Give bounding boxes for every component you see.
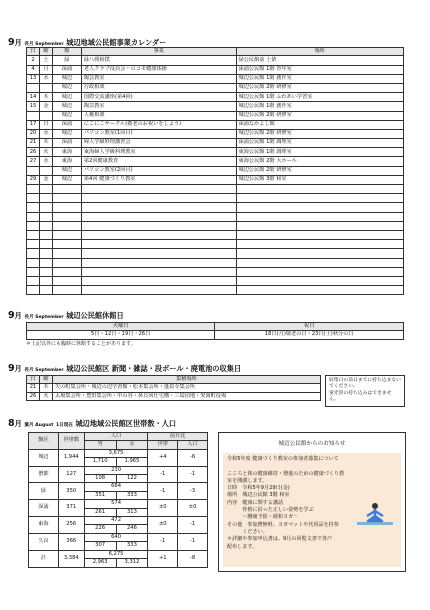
yoga-illustration xyxy=(355,499,395,527)
area-diff-households: -1 xyxy=(148,466,178,483)
event-hall xyxy=(52,212,81,221)
area-diff-households: ±0 xyxy=(148,517,178,534)
event-day xyxy=(27,83,40,92)
area-diff-households: +4 xyxy=(148,449,178,466)
event-weekday: 木 xyxy=(39,139,52,148)
notice-line: 骨格に沿った正しい姿勢を学ぶ xyxy=(227,507,314,514)
notice-line: 令和5年度 健康づくり教室の参加者募集について xyxy=(227,456,339,462)
area-population-female: 122 xyxy=(116,475,148,483)
event-hall xyxy=(52,185,81,194)
event-day: 29 xyxy=(27,175,40,184)
calendar-table xyxy=(26,47,404,295)
event-day xyxy=(27,221,40,230)
calendar-row xyxy=(27,120,404,129)
event-place xyxy=(236,286,403,295)
households-row xyxy=(29,449,208,457)
area-population-male: 351 xyxy=(84,491,116,499)
garbage-place: 矢の町集会所・城辺の辺学習館・松本集会所・蓬泉寺集会所 xyxy=(52,384,320,392)
calendar-row xyxy=(27,221,404,230)
event-weekday xyxy=(39,111,52,120)
event-name xyxy=(81,194,236,203)
event-day xyxy=(27,249,40,258)
notice-line xyxy=(227,463,397,470)
col-header-event: 事業 xyxy=(81,48,236,56)
event-hall: 深浦 xyxy=(52,65,81,74)
event-hall xyxy=(52,240,81,249)
event-weekday xyxy=(39,249,52,258)
calendar-row xyxy=(27,139,404,148)
area-households: 350 xyxy=(58,483,84,500)
garbage-header-day: 日 xyxy=(27,376,40,384)
notice-line: 内容 健康に関する講話 xyxy=(227,499,284,506)
calendar-row xyxy=(27,157,404,166)
event-day xyxy=(27,111,40,120)
garbage-row xyxy=(27,384,321,392)
calendar-row xyxy=(27,185,404,194)
hh-header-diff-population: 人口 xyxy=(178,441,208,449)
area-name: 城辺 xyxy=(29,449,59,466)
event-place: 緑公民館前 土俵 xyxy=(236,56,403,65)
closed-header-holiday: 祝日 xyxy=(215,323,404,331)
area-diff-households: -1 xyxy=(148,483,178,500)
garbage-weekday: 火 xyxy=(39,392,52,400)
calendar-header-row xyxy=(27,48,404,56)
event-day xyxy=(27,240,40,249)
event-name: 緑八朔相撲 xyxy=(81,56,236,65)
event-hall xyxy=(52,230,81,239)
area-population-total: 3,675 xyxy=(84,449,148,457)
area-name: 緑 xyxy=(29,483,59,500)
event-hall: 深浦 xyxy=(52,139,81,148)
event-name: 東海婦人学級料理教室 xyxy=(81,148,236,157)
notice-panel xyxy=(218,432,406,572)
hh-header-households: 世帯数 xyxy=(58,433,84,450)
event-place: 城辺公民館 2階 研修室 xyxy=(236,83,403,92)
event-hall: 深浦 xyxy=(52,120,81,129)
event-place: 東海公民館 2階 大ホール xyxy=(236,157,403,166)
event-name: 第4回 健康づくり教室 xyxy=(81,175,236,184)
event-hall xyxy=(52,249,81,258)
event-hall: 城辺 xyxy=(52,175,81,184)
area-households: 1,944 xyxy=(58,449,84,466)
area-name: 深浦 xyxy=(29,500,59,517)
event-name: パソコン教室(1回目) xyxy=(81,129,236,138)
hh-header-population: 人口 xyxy=(84,433,148,441)
garbage-note-line: 蛍光管の持ち込みはできません。 xyxy=(329,390,392,403)
area-households: 366 xyxy=(58,533,84,550)
event-place: 城辺公民館 2階 研修室 xyxy=(236,166,403,175)
event-hall xyxy=(52,221,81,230)
calendar-row xyxy=(27,175,404,184)
event-place xyxy=(236,185,403,194)
event-name xyxy=(81,221,236,230)
garbage-day: 21 xyxy=(27,384,40,392)
area-households: 3,384 xyxy=(58,550,84,567)
event-place xyxy=(236,249,403,258)
calendar-row xyxy=(27,166,404,175)
event-weekday xyxy=(39,221,52,230)
area-diff-population: -1 xyxy=(178,533,208,550)
calendar-row xyxy=(27,111,404,120)
area-households: 127 xyxy=(58,466,84,483)
area-population-male: 307 xyxy=(84,542,116,550)
event-weekday: 土 xyxy=(39,56,52,65)
calendar-row xyxy=(27,240,404,249)
garbage-weekday: 木 xyxy=(39,384,52,392)
event-weekday: 金 xyxy=(39,102,52,111)
event-name: 陶芸教室 xyxy=(81,102,236,111)
event-place xyxy=(236,212,403,221)
notice-line: 配布します。 xyxy=(227,543,258,550)
area-population-total: 472 xyxy=(84,517,148,525)
event-name: 人権相談 xyxy=(81,111,236,120)
calendar-title: 9月 長月 September 城辺地域公民館事業カレンダー xyxy=(8,37,167,48)
hh-header-area: 館区 xyxy=(29,433,59,450)
event-day xyxy=(27,212,40,221)
event-name: にこにこサークル(敬老のお祝いをしよう) xyxy=(81,120,236,129)
households-row xyxy=(29,517,208,525)
closed-note: ＊上記以外にも臨時に休館することがあります。 xyxy=(26,341,136,347)
calendar-row xyxy=(27,129,404,138)
event-day: 21 xyxy=(27,139,40,148)
col-header-weekday: 曜 xyxy=(39,48,52,56)
event-hall xyxy=(52,276,81,285)
event-weekday: 水 xyxy=(39,74,52,83)
event-day: 13 xyxy=(27,74,40,83)
event-place: 城辺公民館 2階 研修室 xyxy=(236,111,403,120)
event-name xyxy=(81,249,236,258)
area-diff-population: -1 xyxy=(178,466,208,483)
event-day xyxy=(27,286,40,295)
area-population-total: 684 xyxy=(84,483,148,491)
garbage-title: 9月 長月 September 城辺公民館区 新聞・雑誌・段ボール・廃電池の収集日 xyxy=(8,363,242,374)
event-name xyxy=(81,185,236,194)
event-weekday xyxy=(39,212,52,221)
area-population-female: 3,312 xyxy=(116,559,148,567)
event-place: 深浦公民館 1階 青年室 xyxy=(236,65,403,74)
event-place xyxy=(236,221,403,230)
event-day: 14 xyxy=(27,93,40,102)
hh-header-male: 男 xyxy=(84,441,116,449)
event-day: 2 xyxy=(27,56,40,65)
event-name xyxy=(81,267,236,276)
event-name: 国際交流講座(第4回) xyxy=(81,93,236,102)
area-households: 371 xyxy=(58,500,84,517)
event-day: 20 xyxy=(27,129,40,138)
notice-line: 室を開講します。 xyxy=(227,477,268,484)
event-place: 深浦なかよし館 xyxy=(236,120,403,129)
calendar-row xyxy=(27,230,404,239)
households-title: 8月 葉月 August 1日現在 城辺地域公民館区世帯数・人口 xyxy=(8,418,177,429)
event-weekday: 金 xyxy=(39,175,52,184)
area-diff-households: -1 xyxy=(148,533,178,550)
area-name: 計 xyxy=(29,550,59,567)
event-day xyxy=(27,276,40,285)
area-population-male: 261 xyxy=(84,508,116,516)
event-weekday xyxy=(39,276,52,285)
event-hall xyxy=(52,194,81,203)
area-name: 東海 xyxy=(29,517,59,534)
event-name xyxy=(81,212,236,221)
event-day xyxy=(27,203,40,212)
event-name xyxy=(81,286,236,295)
area-population-total: 640 xyxy=(84,533,148,541)
event-weekday xyxy=(39,267,52,276)
households-row xyxy=(29,483,208,491)
event-place xyxy=(236,276,403,285)
event-weekday: 木 xyxy=(39,93,52,102)
event-hall: 城辺 xyxy=(52,111,81,120)
calendar-row xyxy=(27,258,404,267)
hh-header-diff: 前月比 xyxy=(148,433,208,441)
event-weekday xyxy=(39,258,52,267)
hh-header-female: 女 xyxy=(116,441,148,449)
area-diff-population: -3 xyxy=(178,483,208,500)
hh-header-diff-households: 世帯 xyxy=(148,441,178,449)
event-weekday xyxy=(39,166,52,175)
event-place xyxy=(236,258,403,267)
calendar-row xyxy=(27,267,404,276)
calendar-row xyxy=(27,65,404,74)
area-diff-households: +1 xyxy=(148,550,178,567)
calendar-row xyxy=(27,203,404,212)
event-day: 17 xyxy=(27,120,40,129)
event-name: 行政相談 xyxy=(81,83,236,92)
households-row xyxy=(29,550,208,558)
event-place: 城辺公民館 3階 和室 xyxy=(236,175,403,184)
event-day: 27 xyxy=(27,157,40,166)
event-weekday xyxy=(39,194,52,203)
households-row xyxy=(29,533,208,541)
event-name: 第2回健康教育 xyxy=(81,157,236,166)
area-diff-population: ±0 xyxy=(178,500,208,517)
event-day xyxy=(27,258,40,267)
garbage-side-note xyxy=(325,375,405,407)
event-hall: 東海 xyxy=(52,157,81,166)
event-weekday xyxy=(39,230,52,239)
event-hall xyxy=(52,203,81,212)
calendar-row xyxy=(27,102,404,111)
area-population-female: 333 xyxy=(116,491,148,499)
area-population-total: 230 xyxy=(84,466,148,474)
event-day: 4 xyxy=(27,65,40,74)
households-row xyxy=(29,500,208,508)
area-population-female: 333 xyxy=(116,542,148,550)
notice-line: その他 参加費無料。ヨガマットや代用品を持参 xyxy=(227,521,339,528)
event-place: 城辺公民館 2階 研修室 xyxy=(236,129,403,138)
event-hall: 城辺 xyxy=(52,166,81,175)
garbage-header-weekday: 曜 xyxy=(39,376,52,384)
event-name xyxy=(81,258,236,267)
area-diff-population: -6 xyxy=(178,449,208,466)
event-name xyxy=(81,276,236,285)
event-weekday xyxy=(39,240,52,249)
area-population-female: 1,965 xyxy=(116,458,148,466)
calendar-row xyxy=(27,249,404,258)
event-hall xyxy=(52,267,81,276)
calendar-row xyxy=(27,286,404,295)
closed-holidays: 18日(月)敬老の日・23日(土)秋分の日 xyxy=(215,331,404,339)
garbage-day: 26 xyxy=(27,392,40,400)
event-day: 26 xyxy=(27,148,40,157)
event-day xyxy=(27,166,40,175)
calendar-row xyxy=(27,93,404,102)
closed-table xyxy=(26,322,404,340)
event-name: 老人クラブ役員会・ロコモ健康体操 xyxy=(81,65,236,74)
calendar-row xyxy=(27,194,404,203)
event-name: パソコン教室(2回目) xyxy=(81,166,236,175)
area-population-male: 2,963 xyxy=(84,559,116,567)
area-diff-population: -8 xyxy=(178,550,208,567)
event-hall: 城辺 xyxy=(52,93,81,102)
event-place: 城辺公民館 1階 創作室 xyxy=(236,74,403,83)
event-weekday: 火 xyxy=(39,148,52,157)
event-place: 城辺公民館 1階 ふれあい学習室 xyxy=(236,93,403,102)
col-header-place: 場所 xyxy=(236,48,403,56)
col-header-hall: 館 xyxy=(52,48,81,56)
garbage-table xyxy=(26,375,321,401)
event-hall: 城辺 xyxy=(52,83,81,92)
event-hall: 城辺 xyxy=(52,102,81,111)
event-name: 陶芸教室 xyxy=(81,74,236,83)
notice-line: こころと体の健康維持・増進のための健康づくり教 xyxy=(227,470,345,477)
event-place xyxy=(236,240,403,249)
event-weekday xyxy=(39,286,52,295)
event-hall xyxy=(52,258,81,267)
event-weekday: 水 xyxy=(39,157,52,166)
closed-header-tuesday: 火曜日 xyxy=(27,323,215,331)
garbage-header-place: 集積場所 xyxy=(52,376,320,384)
notice-line: ＊詳細や参加申込書は、9月の回覧文書で各戸 xyxy=(227,536,333,543)
event-weekday: 月 xyxy=(39,65,52,74)
garbage-row xyxy=(27,392,321,400)
area-population-male: 226 xyxy=(84,525,116,533)
col-header-day: 日 xyxy=(27,48,40,56)
notice-line: 日時 令和5年9月29日(金) xyxy=(227,485,290,492)
event-place xyxy=(236,230,403,239)
event-day xyxy=(27,267,40,276)
event-weekday xyxy=(39,185,52,194)
area-population-female: 246 xyxy=(116,525,148,533)
notice-line: ください。 xyxy=(227,528,268,535)
closed-tuesdays: 5日・12日・19日・26日 xyxy=(27,331,215,339)
event-place xyxy=(236,194,403,203)
households-row xyxy=(29,466,208,474)
households-table xyxy=(28,432,208,568)
garbage-note-line: 収集日の前日までに持ち込まないでください。 xyxy=(329,378,401,390)
area-population-male: 1,710 xyxy=(84,458,116,466)
event-hall: 緑 xyxy=(52,56,81,65)
event-day xyxy=(27,230,40,239)
event-name xyxy=(81,203,236,212)
event-day xyxy=(27,185,40,194)
event-weekday xyxy=(39,203,52,212)
event-place: 城辺公民館 1階 創作室 xyxy=(236,102,403,111)
event-weekday xyxy=(39,83,52,92)
area-population-total: 574 xyxy=(84,500,148,508)
event-name xyxy=(81,230,236,239)
notice-line: 場所 城辺公民館 3階 和室 xyxy=(227,492,290,499)
area-name: 僧都 xyxy=(29,466,59,483)
calendar-row xyxy=(27,212,404,221)
event-place: 深浦公民館 1階 調理室 xyxy=(236,139,403,148)
event-hall: 城辺 xyxy=(52,74,81,83)
event-day xyxy=(27,194,40,203)
area-diff-households: ±0 xyxy=(148,500,178,517)
notice-line: ～腰痛予防・緩和ヨガ～ xyxy=(227,514,299,521)
event-place xyxy=(236,267,403,276)
event-place xyxy=(236,203,403,212)
event-weekday: 日 xyxy=(39,120,52,129)
notice-header: 城辺公民館からのお知らせ xyxy=(278,441,346,447)
event-place: 東海公民館 1階 調理室 xyxy=(236,148,403,157)
area-population-male: 108 xyxy=(84,475,116,483)
event-hall: 城辺 xyxy=(52,129,81,138)
event-weekday: 水 xyxy=(39,129,52,138)
event-hall xyxy=(52,286,81,295)
area-diff-population: -1 xyxy=(178,517,208,534)
event-name: 婦人学級料理講習会 xyxy=(81,139,236,148)
area-households: 256 xyxy=(58,517,84,534)
calendar-row xyxy=(27,56,404,65)
calendar-row xyxy=(27,276,404,285)
calendar-row xyxy=(27,83,404,92)
event-hall: 東海 xyxy=(52,148,81,157)
garbage-place: 太場集会所・豊田集会所・中の谷・鼻貝回仕宅構・三島団地・愛南町役場 xyxy=(52,392,320,400)
event-day: 15 xyxy=(27,102,40,111)
area-population-female: 313 xyxy=(116,508,148,516)
calendar-row xyxy=(27,74,404,83)
area-population-total: 6,275 xyxy=(84,550,148,558)
event-name xyxy=(81,240,236,249)
area-name: 久良 xyxy=(29,533,59,550)
calendar-row xyxy=(27,148,404,157)
closed-title: 9月 長月 September 城辺公民館休館日 xyxy=(8,310,124,321)
notice-body xyxy=(223,453,401,567)
